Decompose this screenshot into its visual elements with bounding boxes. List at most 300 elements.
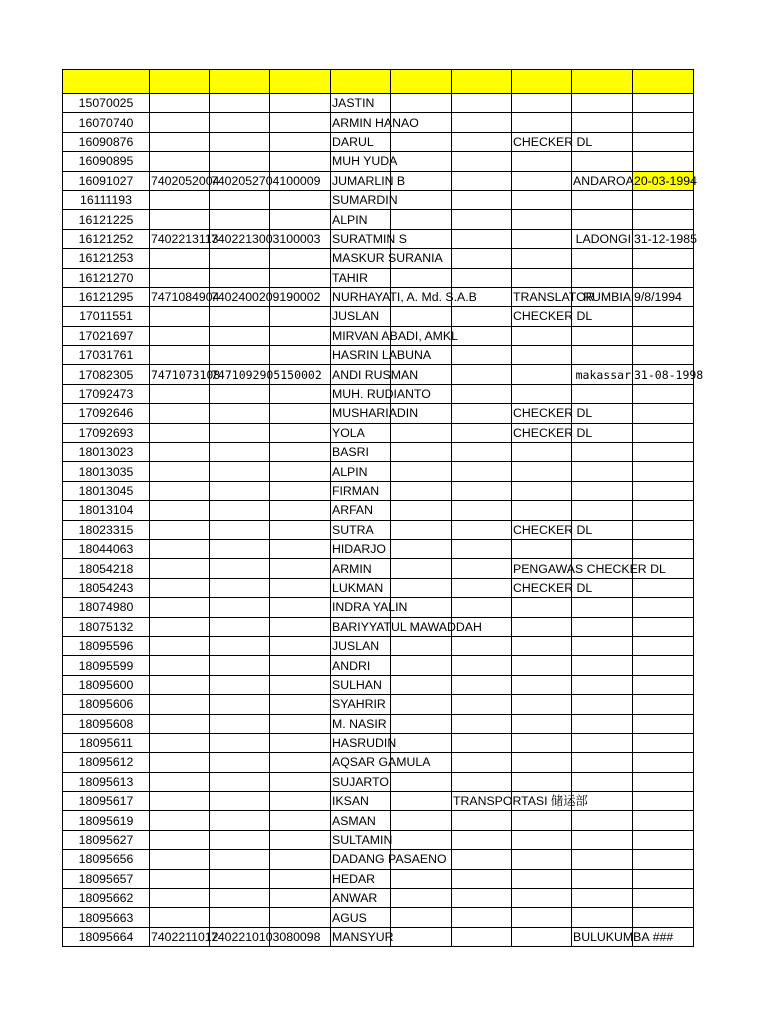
cell[interactable] bbox=[270, 578, 331, 597]
cell[interactable] bbox=[512, 656, 572, 675]
cell[interactable] bbox=[452, 113, 512, 132]
kk-cell[interactable] bbox=[210, 927, 321, 946]
cell[interactable] bbox=[210, 249, 270, 268]
name-cell[interactable] bbox=[331, 617, 482, 636]
cell[interactable] bbox=[270, 481, 331, 500]
cell[interactable] bbox=[270, 792, 331, 811]
cell[interactable] bbox=[633, 889, 694, 908]
cell[interactable] bbox=[452, 462, 512, 481]
place-cell[interactable] bbox=[572, 365, 633, 384]
nik-cell[interactable] bbox=[150, 287, 220, 306]
cell[interactable] bbox=[270, 850, 331, 869]
cell[interactable] bbox=[572, 908, 633, 927]
cell[interactable] bbox=[210, 423, 270, 442]
cell[interactable] bbox=[270, 520, 331, 539]
cell[interactable] bbox=[633, 384, 694, 403]
cell[interactable] bbox=[210, 462, 270, 481]
id-cell[interactable] bbox=[63, 268, 150, 287]
cell[interactable] bbox=[210, 830, 270, 849]
cell[interactable] bbox=[452, 733, 512, 752]
cell[interactable] bbox=[150, 695, 210, 714]
cell[interactable] bbox=[210, 94, 270, 113]
cell[interactable] bbox=[150, 772, 210, 791]
name-cell[interactable] bbox=[331, 656, 391, 675]
cell[interactable] bbox=[210, 695, 270, 714]
name-cell[interactable] bbox=[331, 268, 391, 287]
kk-cell[interactable] bbox=[210, 171, 321, 190]
cell[interactable] bbox=[210, 714, 270, 733]
cell[interactable] bbox=[150, 753, 210, 772]
cell[interactable] bbox=[270, 152, 331, 171]
cell[interactable] bbox=[150, 539, 210, 558]
cell[interactable] bbox=[452, 268, 512, 287]
cell[interactable] bbox=[391, 443, 452, 462]
name-cell[interactable] bbox=[331, 229, 407, 248]
cell[interactable] bbox=[210, 908, 270, 927]
cell[interactable] bbox=[572, 695, 633, 714]
id-cell[interactable] bbox=[63, 830, 150, 849]
cell[interactable] bbox=[452, 249, 512, 268]
job-cell[interactable] bbox=[512, 559, 666, 578]
cell[interactable] bbox=[512, 481, 572, 500]
cell[interactable] bbox=[150, 113, 210, 132]
cell[interactable] bbox=[391, 792, 452, 811]
cell[interactable] bbox=[452, 404, 512, 423]
cell[interactable] bbox=[452, 326, 512, 345]
cell[interactable] bbox=[452, 520, 512, 539]
name-cell[interactable] bbox=[331, 462, 391, 481]
cell[interactable] bbox=[270, 346, 331, 365]
id-cell[interactable] bbox=[63, 520, 150, 539]
cell[interactable] bbox=[633, 675, 694, 694]
cell[interactable] bbox=[150, 152, 210, 171]
cell[interactable] bbox=[512, 675, 572, 694]
cell[interactable] bbox=[633, 268, 694, 287]
id-cell[interactable] bbox=[63, 656, 150, 675]
id-cell[interactable] bbox=[63, 598, 150, 617]
cell[interactable] bbox=[633, 481, 694, 500]
nik-cell[interactable] bbox=[150, 927, 219, 946]
cell[interactable] bbox=[512, 249, 572, 268]
cell[interactable] bbox=[633, 190, 694, 209]
date-cell[interactable] bbox=[633, 365, 704, 384]
cell[interactable] bbox=[633, 307, 694, 326]
cell[interactable] bbox=[633, 617, 694, 636]
cell[interactable] bbox=[572, 190, 633, 209]
name-cell[interactable] bbox=[331, 384, 431, 403]
cell[interactable] bbox=[270, 249, 331, 268]
id-cell[interactable] bbox=[63, 210, 150, 229]
name-cell[interactable] bbox=[331, 190, 398, 209]
cell[interactable] bbox=[210, 268, 270, 287]
header-cell[interactable] bbox=[452, 70, 512, 94]
cell[interactable] bbox=[391, 539, 452, 558]
id-cell[interactable] bbox=[63, 772, 150, 791]
cell[interactable] bbox=[150, 423, 210, 442]
cell[interactable] bbox=[572, 501, 633, 520]
cell[interactable] bbox=[452, 598, 512, 617]
cell[interactable] bbox=[210, 404, 270, 423]
cell[interactable] bbox=[210, 598, 270, 617]
cell[interactable] bbox=[452, 190, 512, 209]
kk-cell[interactable] bbox=[210, 287, 321, 306]
date-cell[interactable] bbox=[633, 171, 697, 190]
cell[interactable] bbox=[210, 792, 270, 811]
header-cell[interactable] bbox=[633, 70, 694, 94]
job-cell[interactable] bbox=[512, 404, 593, 423]
cell[interactable] bbox=[150, 249, 210, 268]
cell[interactable] bbox=[572, 869, 633, 888]
id-cell[interactable] bbox=[63, 171, 150, 190]
name-cell[interactable] bbox=[331, 772, 391, 791]
cell[interactable] bbox=[391, 307, 452, 326]
cell[interactable] bbox=[572, 675, 633, 694]
cell[interactable] bbox=[391, 423, 452, 442]
cell[interactable] bbox=[512, 365, 572, 384]
cell[interactable] bbox=[512, 753, 572, 772]
cell[interactable] bbox=[210, 501, 270, 520]
cell[interactable] bbox=[150, 132, 210, 151]
cell[interactable] bbox=[270, 307, 331, 326]
cell[interactable] bbox=[512, 598, 572, 617]
cell[interactable] bbox=[452, 132, 512, 151]
cell[interactable] bbox=[633, 792, 694, 811]
cell[interactable] bbox=[572, 481, 633, 500]
cell[interactable] bbox=[512, 617, 572, 636]
cell[interactable] bbox=[572, 656, 633, 675]
cell[interactable] bbox=[512, 210, 572, 229]
cell[interactable] bbox=[572, 326, 633, 345]
cell[interactable] bbox=[391, 656, 452, 675]
cell[interactable] bbox=[633, 830, 694, 849]
cell[interactable] bbox=[452, 578, 512, 597]
cell[interactable] bbox=[150, 210, 210, 229]
cell[interactable] bbox=[512, 695, 572, 714]
cell[interactable] bbox=[452, 656, 512, 675]
cell[interactable] bbox=[150, 443, 210, 462]
cell[interactable] bbox=[512, 94, 572, 113]
id-cell[interactable] bbox=[63, 94, 150, 113]
cell[interactable] bbox=[150, 404, 210, 423]
cell[interactable] bbox=[452, 675, 512, 694]
id-cell[interactable] bbox=[63, 889, 150, 908]
cell[interactable] bbox=[633, 443, 694, 462]
cell[interactable] bbox=[150, 384, 210, 403]
name-cell[interactable] bbox=[331, 578, 391, 597]
name-cell[interactable] bbox=[331, 753, 431, 772]
cell[interactable] bbox=[210, 113, 270, 132]
cell[interactable] bbox=[452, 501, 512, 520]
cell[interactable] bbox=[633, 636, 694, 655]
id-cell[interactable] bbox=[63, 811, 150, 830]
cell[interactable] bbox=[633, 753, 694, 772]
cell[interactable] bbox=[210, 772, 270, 791]
cell[interactable] bbox=[210, 210, 270, 229]
id-cell[interactable] bbox=[63, 675, 150, 694]
cell[interactable] bbox=[210, 656, 270, 675]
cell[interactable] bbox=[512, 908, 572, 927]
cell[interactable] bbox=[150, 811, 210, 830]
job-cell[interactable] bbox=[512, 578, 593, 597]
cell[interactable] bbox=[452, 423, 512, 442]
cell[interactable] bbox=[572, 539, 633, 558]
cell[interactable] bbox=[391, 210, 452, 229]
id-cell[interactable] bbox=[63, 132, 150, 151]
cell[interactable] bbox=[452, 850, 512, 869]
cell[interactable] bbox=[512, 850, 572, 869]
cell[interactable] bbox=[512, 636, 572, 655]
cell[interactable] bbox=[633, 656, 694, 675]
cell[interactable] bbox=[150, 326, 210, 345]
cell[interactable] bbox=[633, 326, 694, 345]
cell[interactable] bbox=[391, 908, 452, 927]
job-cell[interactable] bbox=[512, 423, 593, 442]
cell[interactable] bbox=[150, 481, 210, 500]
name-cell[interactable] bbox=[331, 307, 391, 326]
cell[interactable] bbox=[633, 578, 694, 597]
cell[interactable] bbox=[512, 733, 572, 752]
id-cell[interactable] bbox=[63, 346, 150, 365]
cell[interactable] bbox=[150, 268, 210, 287]
cell[interactable] bbox=[512, 326, 572, 345]
name-cell[interactable] bbox=[331, 908, 391, 927]
cell[interactable] bbox=[391, 889, 452, 908]
cell[interactable] bbox=[452, 714, 512, 733]
cell[interactable] bbox=[391, 501, 452, 520]
cell[interactable] bbox=[572, 249, 633, 268]
name-cell[interactable] bbox=[331, 113, 419, 132]
cell[interactable] bbox=[210, 889, 270, 908]
cell[interactable] bbox=[633, 714, 694, 733]
header-cell[interactable] bbox=[572, 70, 633, 94]
id-cell[interactable] bbox=[63, 190, 150, 209]
cell[interactable] bbox=[210, 811, 270, 830]
name-cell[interactable] bbox=[331, 869, 391, 888]
header-cell[interactable] bbox=[150, 70, 210, 94]
id-cell[interactable] bbox=[63, 384, 150, 403]
cell[interactable] bbox=[572, 462, 633, 481]
cell[interactable] bbox=[270, 210, 331, 229]
cell[interactable] bbox=[572, 714, 633, 733]
cell[interactable] bbox=[452, 481, 512, 500]
cell[interactable] bbox=[633, 346, 694, 365]
cell[interactable] bbox=[270, 869, 331, 888]
name-cell[interactable] bbox=[331, 404, 419, 423]
cell[interactable] bbox=[150, 850, 210, 869]
cell[interactable] bbox=[512, 830, 572, 849]
id-cell[interactable] bbox=[63, 869, 150, 888]
cell[interactable] bbox=[512, 462, 572, 481]
cell[interactable] bbox=[572, 830, 633, 849]
cell[interactable] bbox=[270, 908, 331, 927]
name-cell[interactable] bbox=[331, 94, 391, 113]
cell[interactable] bbox=[150, 714, 210, 733]
date-cell[interactable] bbox=[633, 287, 694, 306]
cell[interactable] bbox=[512, 384, 572, 403]
cell[interactable] bbox=[391, 869, 452, 888]
cell[interactable] bbox=[391, 132, 452, 151]
cell[interactable] bbox=[572, 617, 633, 636]
cell[interactable] bbox=[633, 423, 694, 442]
id-cell[interactable] bbox=[63, 249, 150, 268]
cell[interactable] bbox=[391, 830, 452, 849]
cell[interactable] bbox=[452, 927, 512, 946]
id-cell[interactable] bbox=[63, 423, 150, 442]
cell[interactable] bbox=[210, 578, 270, 597]
name-cell[interactable] bbox=[331, 675, 391, 694]
id-cell[interactable] bbox=[63, 443, 150, 462]
cell[interactable] bbox=[150, 94, 210, 113]
cell[interactable] bbox=[633, 94, 694, 113]
id-cell[interactable] bbox=[63, 326, 150, 345]
cell[interactable] bbox=[512, 171, 572, 190]
cell[interactable] bbox=[270, 404, 331, 423]
name-cell[interactable] bbox=[331, 152, 398, 171]
cell[interactable] bbox=[512, 190, 572, 209]
id-cell[interactable] bbox=[63, 404, 150, 423]
cell[interactable] bbox=[572, 811, 633, 830]
cell[interactable] bbox=[150, 346, 210, 365]
header-cell[interactable] bbox=[63, 70, 150, 94]
cell[interactable] bbox=[210, 307, 270, 326]
cell[interactable] bbox=[633, 249, 694, 268]
cell[interactable] bbox=[210, 869, 270, 888]
place-cell[interactable] bbox=[572, 171, 633, 190]
id-cell[interactable] bbox=[63, 733, 150, 752]
cell[interactable] bbox=[452, 94, 512, 113]
cell[interactable] bbox=[452, 171, 512, 190]
cell[interactable] bbox=[633, 132, 694, 151]
cell[interactable] bbox=[210, 636, 270, 655]
id-cell[interactable] bbox=[63, 539, 150, 558]
cell[interactable] bbox=[150, 656, 210, 675]
nik-cell[interactable] bbox=[150, 229, 219, 248]
cell[interactable] bbox=[452, 229, 512, 248]
cell[interactable] bbox=[452, 753, 512, 772]
cell[interactable] bbox=[270, 190, 331, 209]
cell[interactable] bbox=[150, 733, 210, 752]
cell[interactable] bbox=[452, 636, 512, 655]
cell[interactable] bbox=[512, 268, 572, 287]
id-cell[interactable] bbox=[63, 365, 150, 384]
cell[interactable] bbox=[512, 811, 572, 830]
job-cell[interactable] bbox=[512, 132, 593, 151]
cell[interactable] bbox=[270, 636, 331, 655]
cell[interactable] bbox=[512, 113, 572, 132]
cell[interactable] bbox=[210, 753, 270, 772]
cell[interactable] bbox=[391, 772, 452, 791]
header-cell[interactable] bbox=[210, 70, 270, 94]
job-cell[interactable] bbox=[512, 520, 593, 539]
cell[interactable] bbox=[391, 559, 452, 578]
cell[interactable] bbox=[270, 733, 331, 752]
id-cell[interactable] bbox=[63, 307, 150, 326]
cell[interactable] bbox=[452, 307, 512, 326]
cell[interactable] bbox=[150, 501, 210, 520]
cell[interactable] bbox=[633, 539, 694, 558]
id-cell[interactable] bbox=[63, 908, 150, 927]
cell[interactable] bbox=[270, 675, 331, 694]
cell[interactable] bbox=[391, 268, 452, 287]
cell[interactable] bbox=[150, 617, 210, 636]
cell[interactable] bbox=[210, 675, 270, 694]
cell[interactable] bbox=[452, 365, 512, 384]
id-cell[interactable] bbox=[63, 714, 150, 733]
cell[interactable] bbox=[270, 443, 331, 462]
cell[interactable] bbox=[572, 850, 633, 869]
cell[interactable] bbox=[572, 636, 633, 655]
cell[interactable] bbox=[391, 714, 452, 733]
id-cell[interactable] bbox=[63, 229, 150, 248]
cell[interactable] bbox=[150, 675, 210, 694]
cell[interactable] bbox=[150, 889, 210, 908]
id-cell[interactable] bbox=[63, 927, 150, 946]
cell[interactable] bbox=[150, 578, 210, 597]
cell[interactable] bbox=[270, 539, 331, 558]
cell[interactable] bbox=[270, 830, 331, 849]
cell[interactable] bbox=[270, 772, 331, 791]
cell[interactable] bbox=[572, 753, 633, 772]
cell[interactable] bbox=[150, 636, 210, 655]
cell[interactable] bbox=[210, 617, 270, 636]
cell[interactable] bbox=[633, 462, 694, 481]
cell[interactable] bbox=[452, 830, 512, 849]
name-cell[interactable] bbox=[331, 481, 391, 500]
name-cell[interactable] bbox=[331, 210, 391, 229]
cell[interactable] bbox=[572, 384, 633, 403]
cell[interactable] bbox=[572, 772, 633, 791]
name-cell[interactable] bbox=[331, 695, 391, 714]
cell[interactable] bbox=[452, 210, 512, 229]
cell[interactable] bbox=[210, 443, 270, 462]
id-cell[interactable] bbox=[63, 617, 150, 636]
id-cell[interactable] bbox=[63, 559, 150, 578]
id-cell[interactable] bbox=[63, 462, 150, 481]
cell[interactable] bbox=[512, 346, 572, 365]
cell[interactable] bbox=[210, 132, 270, 151]
id-cell[interactable] bbox=[63, 578, 150, 597]
nik-cell[interactable] bbox=[150, 171, 220, 190]
cell[interactable] bbox=[270, 326, 331, 345]
cell[interactable] bbox=[633, 908, 694, 927]
cell[interactable] bbox=[391, 675, 452, 694]
cell[interactable] bbox=[512, 869, 572, 888]
cell[interactable] bbox=[633, 695, 694, 714]
cell[interactable] bbox=[270, 811, 331, 830]
cell[interactable] bbox=[210, 326, 270, 345]
name-cell[interactable] bbox=[331, 501, 391, 520]
cell[interactable] bbox=[512, 539, 572, 558]
cell[interactable] bbox=[572, 94, 633, 113]
header-cell[interactable] bbox=[391, 70, 452, 94]
cell[interactable] bbox=[633, 113, 694, 132]
cell[interactable] bbox=[572, 210, 633, 229]
header-cell[interactable] bbox=[331, 70, 391, 94]
name-cell[interactable] bbox=[331, 927, 394, 946]
cell[interactable] bbox=[270, 501, 331, 520]
cell[interactable] bbox=[452, 384, 512, 403]
cell[interactable] bbox=[150, 462, 210, 481]
cell[interactable] bbox=[270, 384, 331, 403]
name-cell[interactable] bbox=[331, 539, 391, 558]
date-cell[interactable] bbox=[633, 229, 697, 248]
cell[interactable] bbox=[633, 869, 694, 888]
cell[interactable] bbox=[210, 190, 270, 209]
name-cell[interactable] bbox=[331, 850, 447, 869]
cell[interactable] bbox=[633, 850, 694, 869]
cell[interactable] bbox=[210, 559, 270, 578]
cell[interactable] bbox=[572, 152, 633, 171]
